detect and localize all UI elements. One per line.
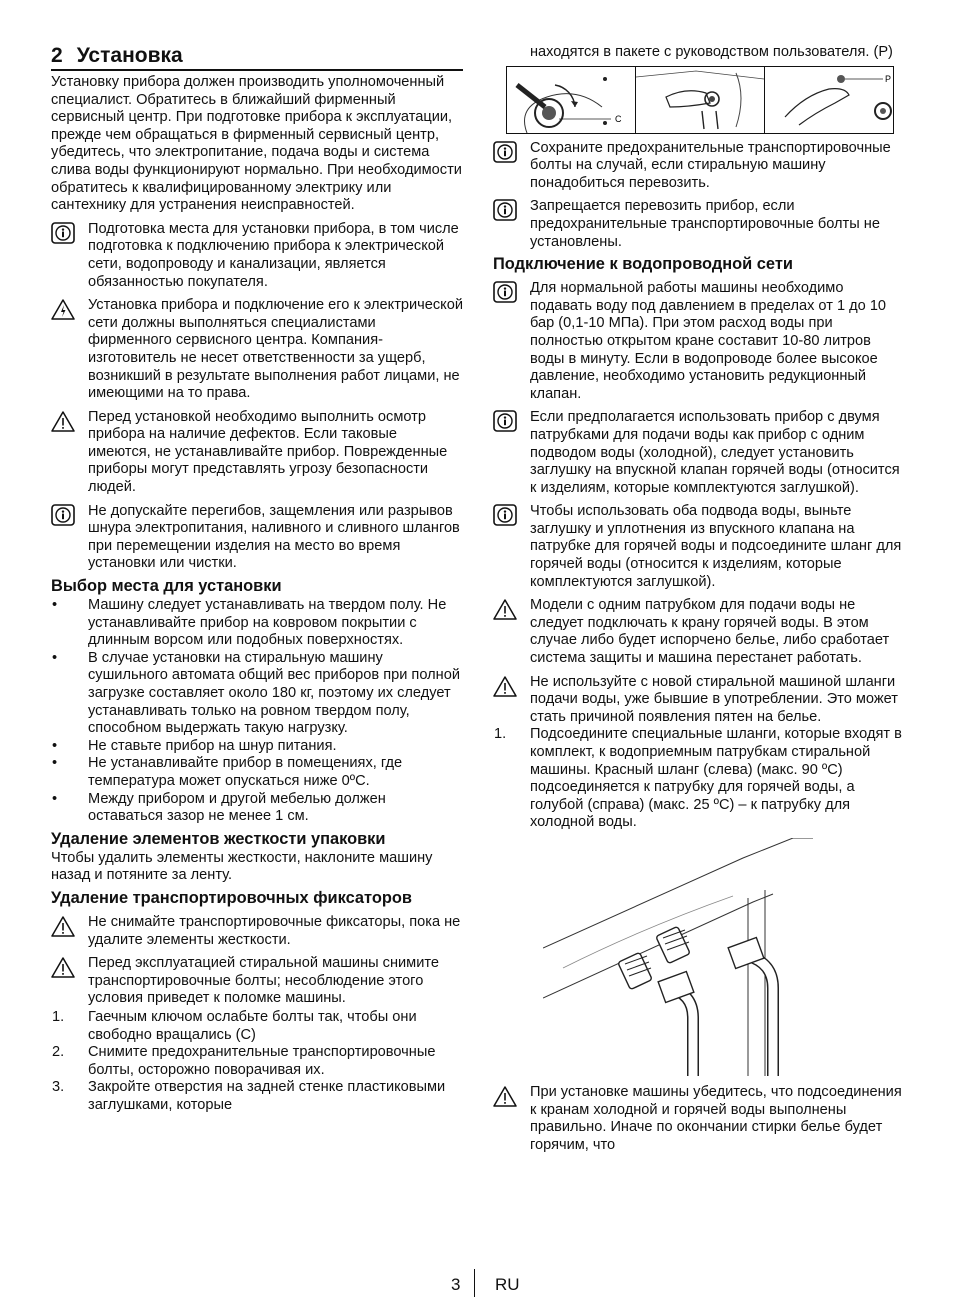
info-icon [493,410,517,432]
note-text: Не используйте с новой стиральной машиной шланги подачи воды, уже бывшие в употреблении. Это может стать причиной появления пятен на белье. [530,673,898,725]
note-info [493,409,903,497]
transport-heading: Удаление транспортировочных фиксаторов [51,888,412,907]
note-text: Подготовка места для установки прибора, в том числе подготовка к подключению прибора к электрической сети, водопроводу и канализации, является обязанностью покупателя. [88,220,459,290]
note-info [493,198,903,251]
list-item: • В случае установки на стиральную машину сушильного автомата общий вес приборов при полной загрузке составляет около 180 кг, поэтому их следует устанавливать только на ровном твердом полу, способном выдержать такую нагрузку. [52,649,460,737]
note-warning [51,914,463,949]
note-text: Запрещается перевозить прибор, если предохранительные транспортировочные болты не установлены. [530,198,880,250]
info-icon [51,504,75,526]
note-text: При установке машины убедитесь, что подсоединения к кранам холодной и горячей воды выполнены правильно. Иначе по окончании стирки белье будет горячим, что [530,1083,902,1153]
step-continuation [493,44,903,62]
figure-panel-cap [765,67,893,133]
right-column [493,44,903,1160]
note-text: Для нормальной работы машины необходимо подавать воду под давлением в пределах от 1 до 10 бар (0,1-10 МПа). При этом расход воды при полностью открытом кране составит 10-80 литров воды в минуту. Если в водопроводе более высокое давление, необходимо установить редукционный клапан. [530,280,887,402]
step-item [51,1044,463,1079]
note-text: Если предполагается использовать прибор с двумя патрубками для подачи воды как прибор с одним подводом воды (холодной), следует установить заглушку на впускной клапан горячей воды (относится к изделиям, которые комплектуются заглушкой). [530,409,900,496]
note-text: Не допускайте перегибов, защемления или разрывов шнура электропитания, наливного и сливного шлангов при перемещении изделия на место во время установки или чистки. [88,502,460,572]
step-number: 1. [494,726,507,743]
warning-icon [493,675,517,697]
list-item-text: Между прибором и другой мебелью должен оставаться зазор не менее 1 см. [88,790,386,825]
packaging-text: Чтобы удалить элементы жесткости, наклоните машину назад и потяните за ленту. [51,849,433,884]
note-electric-warning [51,297,463,403]
warning-icon [51,956,75,978]
info-icon [493,199,517,221]
step-text: Закройте отверстия на задней стенке пластиковыми заглушками, которые [88,1079,446,1113]
note-text: Чтобы использовать оба подвода воды, выньте заглушку и уплотнения из впускного клапана на патрубке для горячей воды и подсоедините шланг для горячей воды (относится к изделиям, которые комплектуются заглушкой). [530,503,902,590]
warning-icon [493,598,517,620]
language-code: RU [495,1275,520,1294]
info-icon [493,281,517,303]
step-number: 2. [52,1044,65,1061]
note-text: Перед установкой необходимо выполнить осмотр прибора на наличие дефектов. Если таковые имеются, не устанавливайте прибор. Поврежденные приборы могут представлять угрозу безопасности людей. [88,408,448,496]
footer-divider [474,1269,475,1297]
list-item: • Не ставьте прибор на шнур питания. [52,737,337,754]
note-text: Перед эксплуатацией стиральной машины снимите транспортировочные болты; несоблюдение этого условия приведет к поломке машины. [88,955,440,1007]
note-text: Не снимайте транспортировочные фиксаторы, пока не удалите элементы жесткости. [88,913,461,948]
note-text: Сохраните предохранительные транспортировочные болты на случай, если стиральную машину понадобиться перевозить. [530,139,891,191]
hose-hot [658,972,694,1076]
electric-warning-icon [51,298,75,320]
note-info [493,280,903,403]
page-number: 3 [451,1275,461,1294]
warning-icon [51,915,75,937]
water-heading: Подключение к водопроводной сети [493,255,793,274]
figure-panel-remove [636,67,765,133]
section-title-text: Установка [76,44,183,67]
figure-panel-loosen [507,67,636,133]
info-icon [51,222,75,244]
figure-label-p: P [885,73,892,84]
note-text: Установка прибора и подключение его к электрической сети должны выполняться специалистами фирменного сервисного центра. Компания-изготовитель не несет ответственности за ущерб, возникший в результате выполнения работ лицами, не имеющими на то права. [88,297,463,402]
note-info [51,221,463,291]
note-warning [493,1084,903,1154]
step-item [51,1079,463,1114]
figure-label-c: C [615,113,622,124]
info-icon [493,141,517,163]
note-info [51,503,463,573]
section-number: 2 [51,44,63,67]
info-icon [493,504,517,526]
step-number: 3. [52,1079,65,1096]
list-item-text: В случае установки на стиральную машину сушильного автомата общий вес приборов при полной загрузке составляет около 180 кг, поэтому их следует устанавливать только на ровном твердом полу, способном выдержать такую нагрузку. [88,649,460,737]
transport-bolts-figure [506,66,894,134]
note-info [493,503,903,591]
list-item-text: Не ставьте прибор на шнур питания. [88,737,337,754]
list-item: • Между прибором и другой мебелью должен оставаться зазор не менее 1 см. [52,790,386,825]
step-number: 1. [52,1008,65,1025]
step-text: Гаечным ключом ослабьте болты так, чтобы они свободно вращались (C) [88,1008,417,1043]
inlet-valve-hot [618,952,652,989]
intro-paragraph: Установку прибора должен производить уполномоченный специалист. Обратитесь в ближайший фирменный сервисный центр. При подготовке прибора к эксплуатации, прежде чем обращаться в фирменный сервисный центр, убедитесь, что электропитание, подача воды и система слива воды функционируют нормально. При необходимости обратитесь к квалифицированному электрику или сантехнику для устранения неисправностей. [51,74,462,214]
note-text: Модели с одним патрубком для подачи воды не следует подключать к крану горячей воды. В этом случае либо будет испорчено белье, либо сработает система защиты и машина перестанет работать. [530,597,890,667]
step-item [493,726,903,832]
list-item-text: Не устанавливайте прибор в помещениях, где температура может опускаться ниже 0ºC. [88,755,403,789]
note-info [493,140,903,193]
note-warning [493,674,903,727]
note-warning [51,409,463,497]
step-text: Подсоедините специальные шланги, которые входят в комплект, к водоприемным патрубкам стиральной машины. Красный шланг (слева) (макс. 90 ºC) подсоединяется к патрубку для горячей воды, а голубой (справа) (макс. 25 ºC) – к патрубку для холодной воды. [530,726,902,831]
note-warning [51,955,463,1008]
section-title [51,44,463,71]
list-item: • Машину следует устанавливать на твердом полу. Не устанавливайте прибор на ковровом покрытии с длинным ворсом или подобных поверхностях. [52,597,447,649]
page-footer [0,1269,954,1299]
inlet-valve-cold [656,926,690,963]
note-warning [493,597,903,667]
list-item-text: Машину следует устанавливать на твердом полу. Не устанавливайте прибор на ковровом покрытии с длинным ворсом или подобных поверхностях. [88,597,447,649]
hose-cold [728,938,773,1076]
step-text: находятся в пакете с руководством пользователя. (P) [530,44,893,60]
packaging-heading: Удаление элементов жесткости упаковки [51,829,386,848]
warning-icon [493,1085,517,1107]
left-column [51,44,463,1114]
water-inlet-figure [543,838,813,1076]
placement-heading: Выбор места для установки [51,577,282,596]
list-item: • Не устанавливайте прибор в помещениях, где температура может опускаться ниже 0ºC. [52,755,403,789]
step-text: Снимите предохранительные транспортировочные болты, осторожно поворачивая их. [88,1044,436,1078]
step-item [51,1009,463,1044]
warning-icon [51,410,75,432]
